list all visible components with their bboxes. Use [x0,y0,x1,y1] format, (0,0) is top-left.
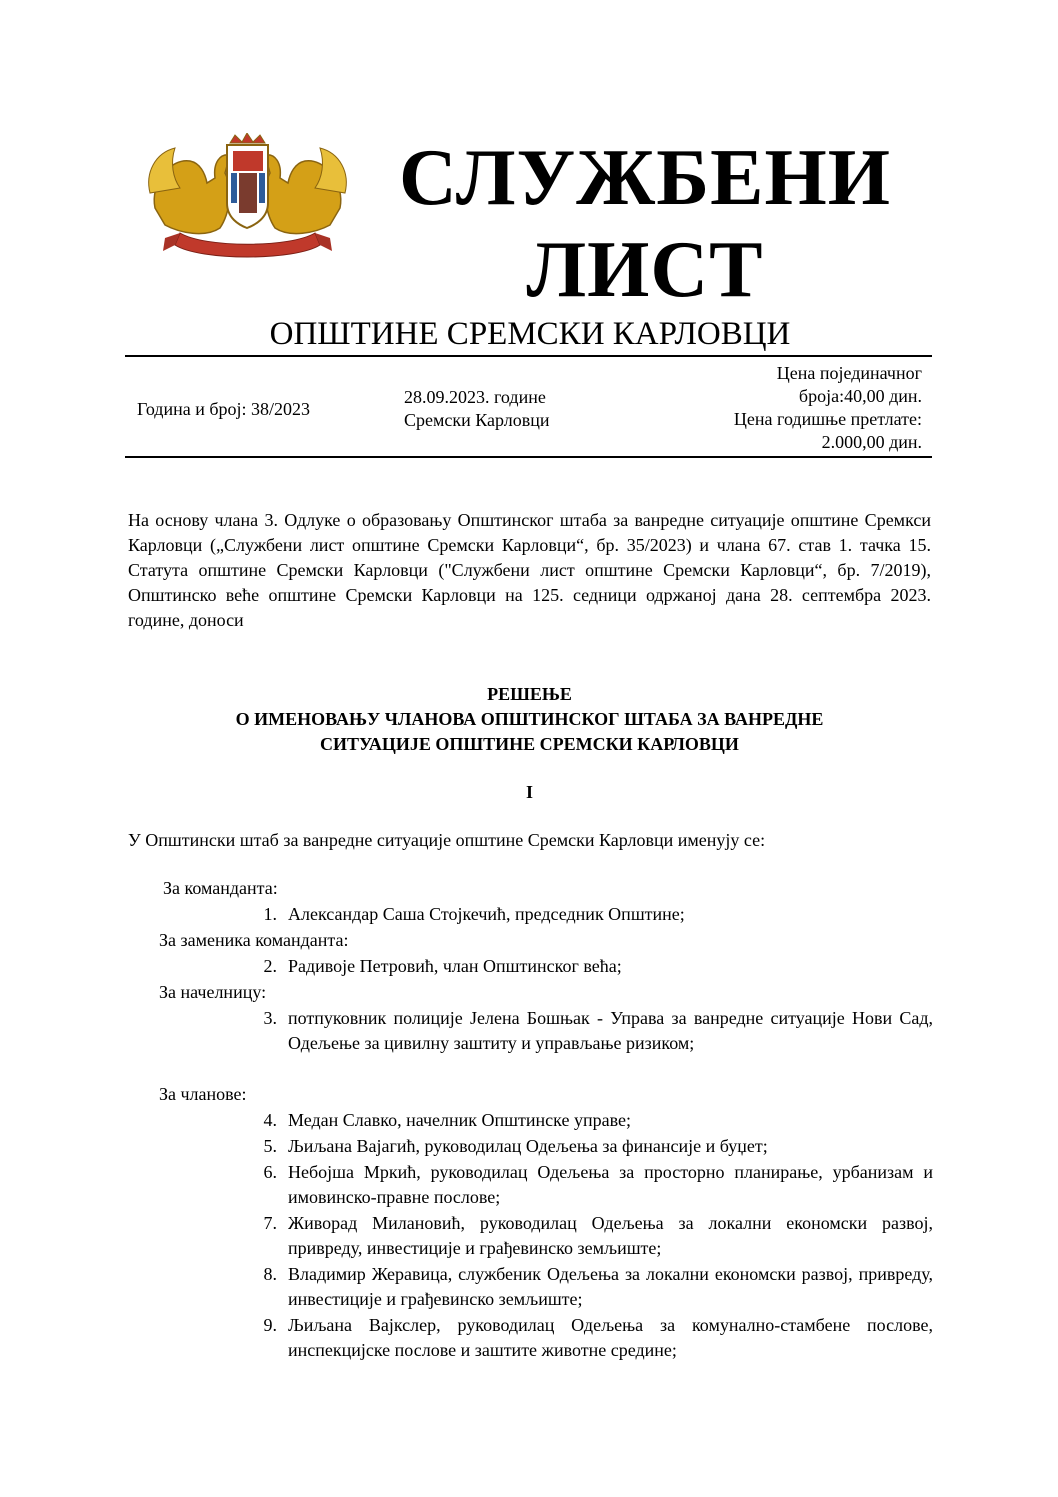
list-item-number: 7. [263,1213,277,1233]
issue-number: Година и број: 38/2023 [137,399,311,419]
list-item [253,902,933,927]
issue-date: 28.09.2023. године [404,387,546,407]
list-item [253,1160,933,1210]
list-item [253,1108,933,1133]
header-divider-bottom [125,456,932,458]
intro-paragraph: На основу члана 3. Одлуке о образовању Општинског штаба за ванредне ситуације општине Сремкси Карловци („Службени лист општине Сремски Карловци“, бр. 35/2023) и члана 67. став 1. тачка 15. Статута општине Сремски Карловци ("Службени лист општине Сремски Карловци“, бр. 7/2019), Општинско веће општине Сремски Карловци на 125. седници одржаној дана 28. септембра 2023. године, доноси [128,510,931,630]
list-item-text: Радивоје Петровић, члан Општинског већа; [288,956,622,976]
page-title-line1: СЛУЖБЕНИ [399,134,891,222]
issue-place: Сремски Карловци [404,410,550,430]
coat-of-arms-icon [145,133,350,263]
price-single-line2: броја:40,00 дин. [798,386,922,406]
list-item [253,1313,933,1363]
list-item-number: 1. [263,904,277,924]
price-info [660,362,922,454]
label-chief: За начелницу: [159,982,267,1002]
list-item-text: Владимир Жеравица, службеник Одељења за локални економски развој, привреду, инвестиције и грађевинско земљиште; [288,1264,933,1309]
page-title-line2: ЛИСТ [526,226,764,314]
list-item [253,1134,933,1159]
price-annual-line1: Цена годишње претлате: [733,409,922,429]
list-item-text: Љиљана Вајкслер, руководилац Одељења за комунално-стамбене послове, инспекцијске послове и заштите животне средине; [288,1315,933,1360]
list-item-text: Љиљана Вајагић, руководилац Одељења за финансије и буџет; [288,1136,768,1156]
header-divider-top [125,355,932,357]
list-item-number: 2. [263,956,277,976]
list-item-number: 6. [263,1162,277,1182]
list-item [253,1006,933,1056]
list-item [253,954,933,979]
resolution-title-line2: О ИМЕНОВАЊУ ЧЛАНОВА ОПШТИНСКОГ ШТАБА ЗА ВАНРЕДНЕ [235,709,824,729]
list-item-number: 3. [263,1008,277,1028]
list-item-text: Живорад Милановић, руководилац Одељења за локални економски развој, привреду, инвестиције и грађевинско земљиште; [288,1213,933,1258]
page-subtitle: ОПШТИНЕ СРЕМСКИ КАРЛОВЦИ [269,316,791,352]
list-item-number: 9. [263,1315,277,1335]
list-item [253,1262,933,1312]
price-single-line1: Цена појединачног [776,363,922,383]
list-item-text: Небојша Мркић, руководилац Одељења за просторно планирање, урбанизам и имовинско-правне послове; [288,1162,933,1207]
lead-sentence: У Општински штаб за ванредне ситуације општине Сремски Карловци именују се: [128,830,766,850]
label-members: За чланове: [159,1084,247,1104]
label-deputy-commander: За заменика команданта: [159,930,349,950]
list-item-number: 4. [263,1110,277,1130]
list-item-text: потпуковник полиције Јелена Бошњак - Управа за ванредне ситуације Нови Сад, Одељење за цивилну заштиту и управљање ризиком; [288,1008,933,1053]
resolution-title-line1: РЕШЕЊЕ [487,684,572,704]
label-commander: За команданта: [163,878,278,898]
resolution-title [128,682,931,757]
price-annual-line2: 2.000,00 дин. [821,432,922,452]
resolution-title-line3: СИТУАЦИЈЕ ОПШТИНЕ СРЕМСКИ КАРЛОВЦИ [320,734,739,754]
list-item-number: 8. [263,1264,277,1284]
list-item-number: 5. [263,1136,277,1156]
list-item-text: Александар Саша Стојкечић, председник Општине; [288,904,685,924]
list-item-text: Медан Славко, начелник Општинске управе; [288,1110,631,1130]
list-item [253,1211,933,1261]
issue-date-place [404,386,550,432]
section-number: I [525,782,533,802]
